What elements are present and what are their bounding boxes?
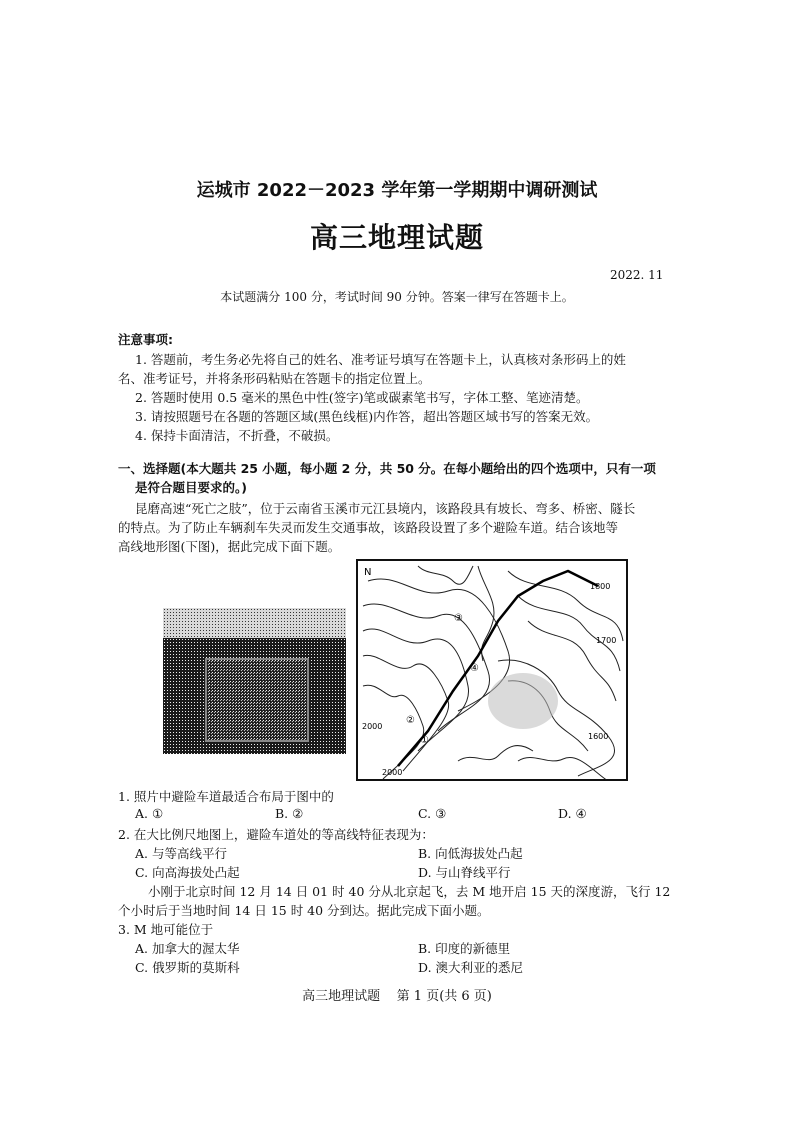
- q2-stem: 2. 在大比例尺地图上，避险车道处的等高线特征表现为：: [118, 827, 434, 842]
- north-label: N: [364, 567, 372, 578]
- passage1-line1: 昆磨高速“死亡之肢”，位于云南省玉溪市元江县境内，该路段具有坡长、弯多、桥密、隧长: [135, 501, 636, 516]
- notice-item-2: 2. 答题时使用 0.5 毫米的黑色中性(签字)笔或碳素笔书写，字体工整、笔迹清楚。: [135, 390, 589, 405]
- q2-option-a: A. 与等高线平行: [135, 846, 227, 861]
- contour-lines: [358, 561, 628, 781]
- notice-item-1: 1. 答题前，考生务必先将自己的姓名、准考证号填写在答题卡上，认真核对条形码上的姓: [135, 352, 626, 367]
- passage2-line1: 小刚于北京时间 12 月 14 日 01 时 40 分从北京起飞，去 M 地开启 15 天的深度游，飞行 12: [148, 884, 671, 899]
- contour-label-2000: 2000: [362, 722, 383, 731]
- exam-date: 2022. 11: [610, 268, 664, 282]
- exam-title: 运城市 2022－2023 学年第一学期期中调研测试: [196, 180, 598, 201]
- q1-option-a: A. ①: [135, 806, 164, 821]
- passage1-line2: 的特点。为了防止车辆刹车失灵而发生交通事故，该路段设置了多个避险车道。结合该地等: [118, 520, 619, 535]
- escape-lane-photo: [163, 608, 346, 754]
- passage2-line2: 个小时后于当地时间 14 日 15 时 40 分到达。据此完成下面小题。: [118, 903, 490, 918]
- contour-label-1700: 1700: [596, 636, 617, 645]
- section-heading: 一、选择题(本大题共 25 小题，每小题 2 分，共 50 分。在每小题给出的四个选项中，只有一项: [118, 461, 656, 476]
- contour-label-1800: 1800: [590, 582, 611, 591]
- marker-2: ②: [406, 715, 415, 726]
- q1-stem: 1. 照片中避险车道最适合布局于图中的: [118, 789, 334, 804]
- q1-option-b: B. ②: [275, 806, 304, 821]
- notice-heading: 注意事项:: [118, 332, 173, 347]
- notice-item-3: 3. 请按照题号在各题的答题区域(黑色线框)内作答，超出答题区域书写的答案无效。: [135, 409, 599, 424]
- notice-item-4: 4. 保持卡面清洁，不折叠，不破损。: [135, 428, 339, 443]
- q3-stem: 3. M 地可能位于: [118, 922, 214, 937]
- q2-option-b: B. 向低海拔处凸起: [418, 846, 523, 861]
- q2-option-d: D. 与山脊线平行: [418, 865, 511, 880]
- q3-option-c: C. 俄罗斯的莫斯科: [135, 960, 240, 975]
- marker-3: ③: [454, 613, 463, 624]
- q3-option-a: A. 加拿大的渥太华: [135, 941, 240, 956]
- exam-intro: 本试题满分 100 分，考试时间 90 分钟。答案一律写在答题卡上。: [220, 290, 574, 304]
- q2-option-c: C. 向高海拔处凸起: [135, 865, 240, 880]
- q1-option-d: D. ④: [558, 806, 587, 821]
- notice-item-1-cont: 名、准考证号，并将条形码粘贴在答题卡的指定位置上。: [118, 371, 431, 386]
- q1-option-c: C. ③: [418, 806, 447, 821]
- section-heading-cont: 是符合题目要求的。): [135, 480, 247, 495]
- contour-label-1600: 1600: [588, 732, 609, 741]
- marker-4: ④: [470, 663, 479, 674]
- passage1-line3: 高线地形图(下图)，据此完成下面下题。: [118, 539, 341, 554]
- contour-map: [356, 559, 628, 781]
- contour-label-2000b: 2000: [382, 768, 403, 777]
- subject-title: 高三地理试题: [309, 221, 484, 254]
- q3-option-b: B. 印度的新德里: [418, 941, 511, 956]
- q3-option-d: D. 澳大利亚的悉尼: [418, 960, 524, 975]
- marker-1: ①: [420, 735, 429, 746]
- page-footer: 高三地理试题 第 1 页(共 6 页): [302, 989, 492, 1004]
